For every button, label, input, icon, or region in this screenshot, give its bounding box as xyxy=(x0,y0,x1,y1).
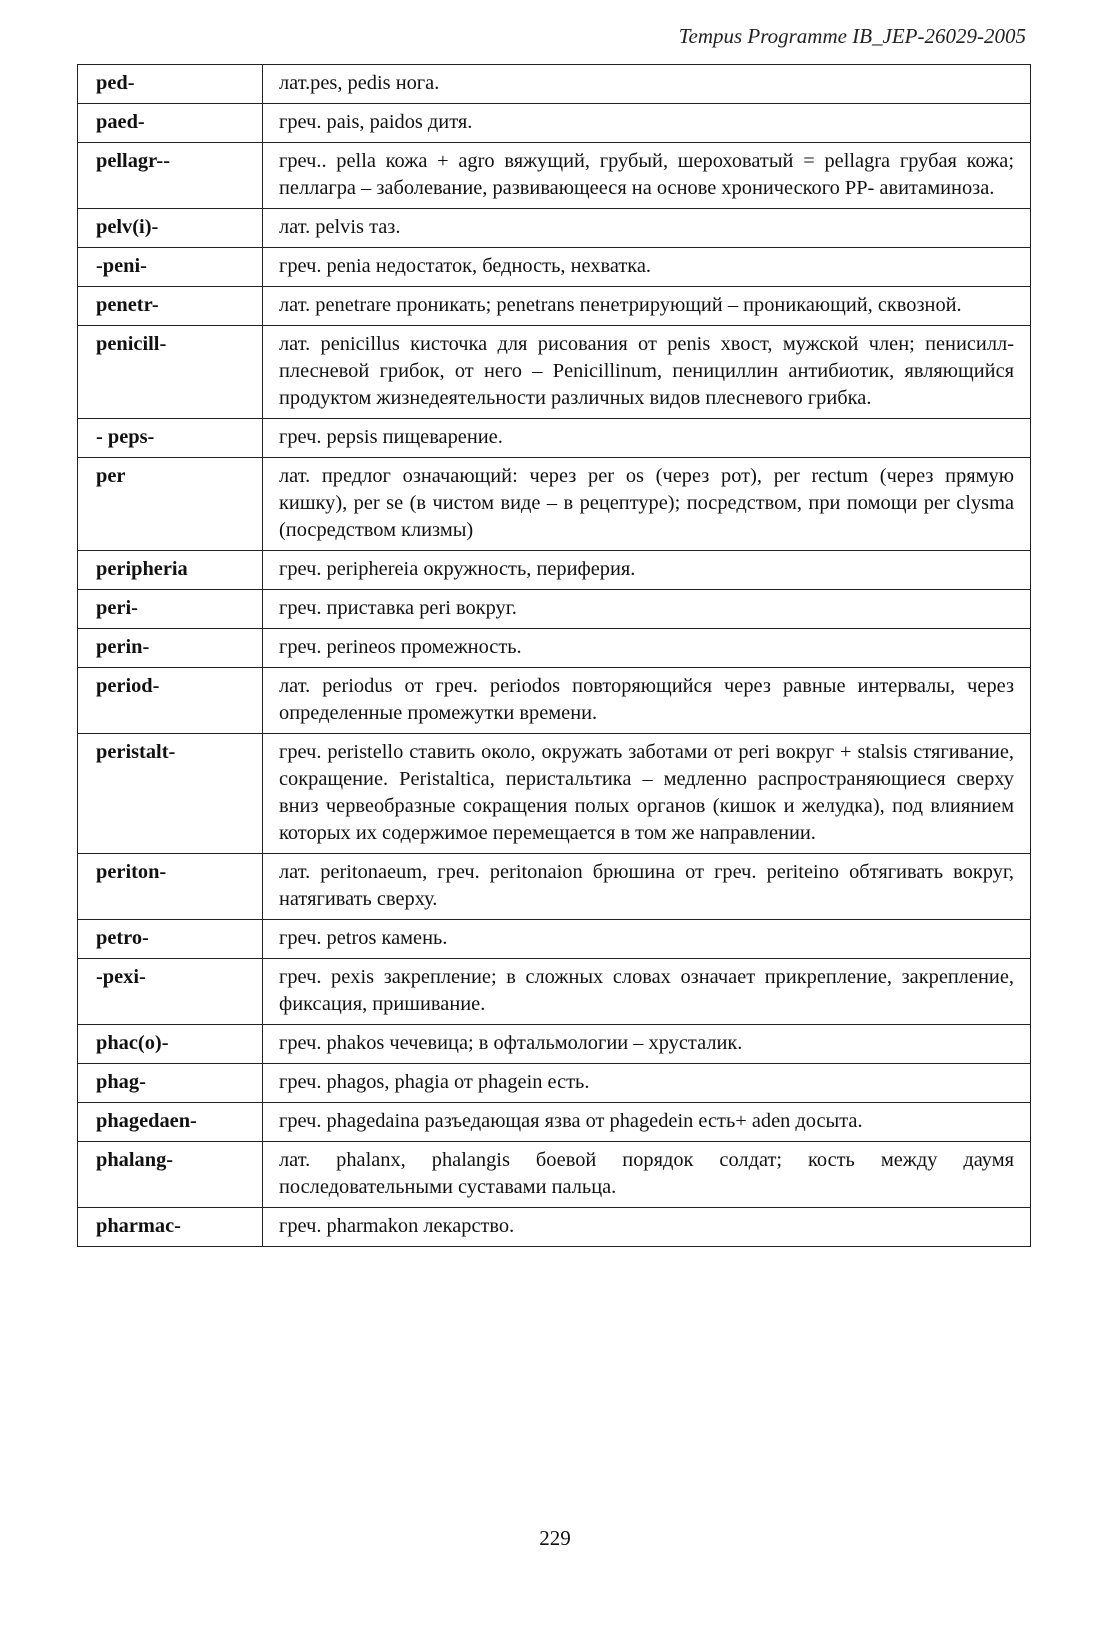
table-row xyxy=(78,629,1031,668)
term-cell: phagedaen- xyxy=(78,1103,263,1142)
table-row xyxy=(78,1208,1031,1247)
term-cell: - peps- xyxy=(78,419,263,458)
table-row xyxy=(78,1025,1031,1064)
definition-cell: лат. penetrare проникать; penetrans пенетрирующий – проникающий, сквозной. xyxy=(263,287,1031,326)
table-row xyxy=(78,854,1031,920)
term-cell: period- xyxy=(78,668,263,734)
term-cell: ped- xyxy=(78,65,263,104)
definition-cell: греч. perineos промежность. xyxy=(263,629,1031,668)
term-cell: petro- xyxy=(78,920,263,959)
definition-cell: греч.. pella кожа + agro вяжущий, грубый, шероховатый = pellagra грубая кожа; пеллагра – заболевание, развивающееся на основе хронического PP- авитаминоза. xyxy=(263,143,1031,209)
definition-cell: греч. phagos, phagia от phagein есть. xyxy=(263,1064,1031,1103)
definition-cell: греч. приставка peri вокруг. xyxy=(263,590,1031,629)
table-row xyxy=(78,104,1031,143)
table-row xyxy=(78,668,1031,734)
term-cell: peripheria xyxy=(78,551,263,590)
table-row xyxy=(78,143,1031,209)
table-row xyxy=(78,65,1031,104)
definition-cell: греч. pepsis пищеварение. xyxy=(263,419,1031,458)
term-cell: penetr- xyxy=(78,287,263,326)
glossary-table xyxy=(77,64,1031,1247)
table-row xyxy=(78,326,1031,419)
table-row xyxy=(78,1142,1031,1208)
term-cell: -peni- xyxy=(78,248,263,287)
running-header: Tempus Programme IB_JEP-26029-2005 xyxy=(678,24,1026,48)
table-row xyxy=(78,248,1031,287)
term-cell: phalang- xyxy=(78,1142,263,1208)
term-cell: pelv(i)- xyxy=(78,209,263,248)
table-row xyxy=(78,920,1031,959)
term-cell: per xyxy=(78,458,263,551)
definition-cell: лат. phalanx, phalangis боевой порядок солдат; кость между даумя последовательными суставами пальца. xyxy=(263,1142,1031,1208)
term-cell: pharmac- xyxy=(78,1208,263,1247)
definition-cell: греч. pais, paidos дитя. xyxy=(263,104,1031,143)
table-row xyxy=(78,419,1031,458)
page-number: 229 xyxy=(539,1526,571,1550)
term-cell: peristalt- xyxy=(78,734,263,854)
term-cell: pellagr-- xyxy=(78,143,263,209)
table-row xyxy=(78,287,1031,326)
definition-cell: греч. phakos чечевица; в офтальмологии – хрусталик. xyxy=(263,1025,1031,1064)
definition-cell: лат. periodus от греч. periodos повторяющийся через равные интервалы, через определенные промежутки времени. xyxy=(263,668,1031,734)
table-row xyxy=(78,734,1031,854)
table-row xyxy=(78,458,1031,551)
table-row xyxy=(78,1103,1031,1142)
table-row xyxy=(78,1064,1031,1103)
term-cell: -pexi- xyxy=(78,959,263,1025)
term-cell: peri- xyxy=(78,590,263,629)
definition-cell: лат. pelvis таз. xyxy=(263,209,1031,248)
table-row xyxy=(78,551,1031,590)
glossary-body xyxy=(78,65,1031,1247)
term-cell: phac(o)- xyxy=(78,1025,263,1064)
definition-cell: лат. peritonaeum, греч. peritonaion брюшина от греч. periteino обтягивать вокруг, натягивать сверху. xyxy=(263,854,1031,920)
term-cell: paed- xyxy=(78,104,263,143)
definition-cell: греч. petros камень. xyxy=(263,920,1031,959)
definition-cell: греч. phagedaina разъедающая язва от phagedein есть+ aden досыта. xyxy=(263,1103,1031,1142)
term-cell: penicill- xyxy=(78,326,263,419)
definition-cell: греч. periphereia окружность, периферия. xyxy=(263,551,1031,590)
term-cell: periton- xyxy=(78,854,263,920)
term-cell: phag- xyxy=(78,1064,263,1103)
definition-cell: греч. peristello ставить около, окружать заботами от peri вокруг + stalsis стягивание, сокращение. Peristaltica, перистальтика – медленно распространяющиеся сверху вниз червеобразные сокращения полых органов (кишок и желудка), под влиянием которых их содержимое перемещается в том же направлении. xyxy=(263,734,1031,854)
definition-cell: лат. предлог означающий: через per os (через рот), per rectum (через прямую кишку), per se (в чистом виде – в рецептуре); посредством, при помощи per clysma (посредством клизмы) xyxy=(263,458,1031,551)
table-row xyxy=(78,590,1031,629)
definition-cell: греч. pharmakon лекарство. xyxy=(263,1208,1031,1247)
table-row xyxy=(78,959,1031,1025)
table-row xyxy=(78,209,1031,248)
definition-cell: греч. penia недостаток, бедность, нехватка. xyxy=(263,248,1031,287)
term-cell: perin- xyxy=(78,629,263,668)
definition-cell: лат.pes, pedis нога. xyxy=(263,65,1031,104)
definition-cell: греч. pexis закрепление; в сложных словах означает прикрепление, закрепление, фиксация, пришивание. xyxy=(263,959,1031,1025)
definition-cell: лат. penicillus кисточка для рисования от penis хвост, мужской член; пенисилл- плесневой грибок, от него – Penicillinum, пенициллин антибиотик, являющийся продуктом жизнедеятельности различных видов плесневого грибка. xyxy=(263,326,1031,419)
